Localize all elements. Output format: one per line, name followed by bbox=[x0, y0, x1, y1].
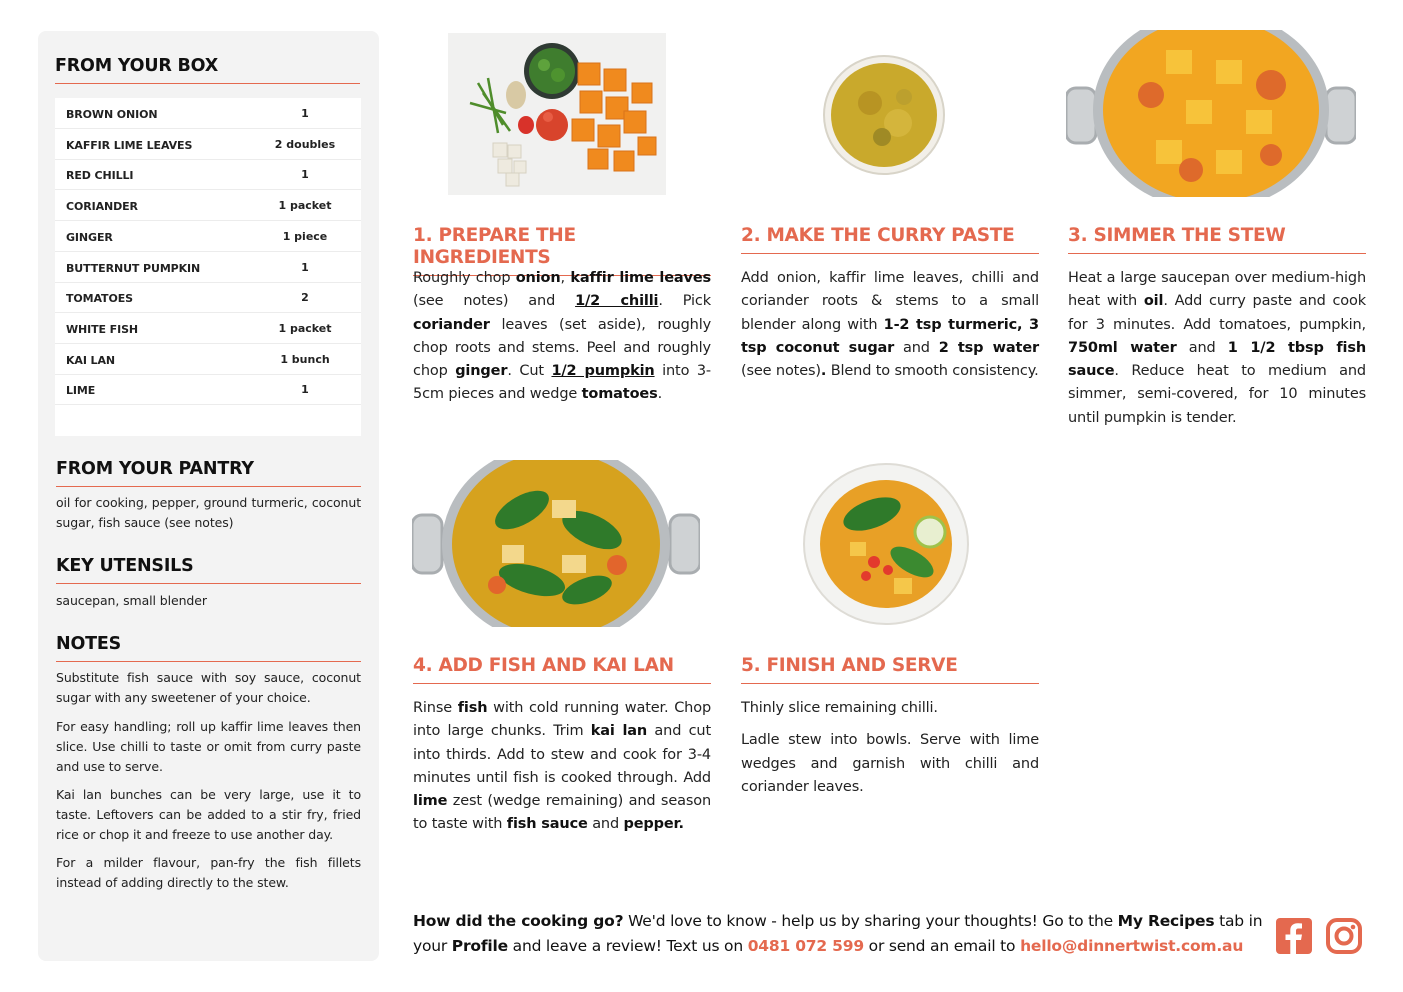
text-run: Roughly chop bbox=[413, 270, 516, 286]
step-4-title: 4. ADD FISH AND KAI LAN bbox=[413, 655, 711, 684]
ingredient-name: KAI LAN bbox=[66, 353, 115, 367]
text-run: Add onion, kaffir lime leaves, chilli and coriander roots & stems to a small blender along with bbox=[741, 270, 1039, 333]
step-2-title: 2. MAKE THE CURRY PASTE bbox=[741, 225, 1039, 254]
ingredient-row bbox=[55, 313, 361, 344]
from-your-pantry-heading: FROM YOUR PANTRY bbox=[56, 459, 361, 487]
text-run[interactable]: 0481 072 599 bbox=[747, 937, 864, 955]
fish-kailan-pot-photo bbox=[412, 460, 700, 627]
text-run: coriander bbox=[413, 316, 490, 333]
text-run[interactable]: hello@dinnertwist.com.au bbox=[1020, 937, 1244, 955]
ingredients-photo bbox=[448, 33, 666, 195]
text-run: How did the cooking go? bbox=[413, 912, 624, 930]
text-run: Ladle stew into bowls. Serve with lime wedges and garnish with chilli and coriander leaves. bbox=[741, 732, 1039, 795]
text-run: and leave a review! Text us on bbox=[507, 937, 748, 955]
text-run: and cut into thirds. Add to stew and cook for 3-4 minutes until fish is cooked through. Add bbox=[413, 723, 711, 786]
ingredient-qty: 1 bbox=[301, 260, 309, 274]
sidebar bbox=[38, 31, 379, 961]
ingredient-qty: 1 bbox=[301, 107, 309, 120]
step-1-title: 1. PREPARE THE INGREDIENTS bbox=[413, 225, 711, 276]
instagram-icon[interactable] bbox=[1326, 918, 1362, 954]
text-run: leaves (set aside), roughly chop roots and stems. Peel and roughly chop bbox=[413, 316, 711, 380]
text-run: . Pick bbox=[658, 293, 711, 310]
text-run: 1/2 chilli bbox=[575, 293, 659, 310]
step-1-text bbox=[413, 267, 711, 407]
ingredient-name: LIME bbox=[66, 384, 96, 398]
note-2: For easy handling; roll up kaffir lime leaves then slice. Use chilli to taste or omit from curry paste and use to serve. bbox=[56, 719, 361, 774]
text-run: 750ml water bbox=[1068, 339, 1177, 356]
text-run: into 3-5cm pieces and wedge bbox=[413, 363, 711, 403]
text-run: lime bbox=[413, 793, 448, 810]
text-run: 1 1/2 tbsp fish sauce bbox=[1068, 339, 1367, 380]
text-run: Heat a large saucepan over medium-high heat with bbox=[1068, 270, 1366, 310]
text-run: Profile bbox=[451, 937, 508, 955]
text-run: or send an email to bbox=[863, 937, 1021, 955]
text-run: , bbox=[560, 270, 571, 286]
step-2-text bbox=[741, 267, 1039, 383]
text-run: with cold running water. Chop into large chunks. Trim bbox=[413, 700, 711, 740]
serving-bowl-photo bbox=[802, 462, 970, 626]
ingredient-name: CORIANDER bbox=[66, 200, 138, 214]
utensils-text: saucepan, small blender bbox=[56, 593, 207, 608]
text-run: tomatoes bbox=[581, 386, 658, 403]
note-1: Substitute fish sauce with soy sauce, coconut sugar with any sweetener of your choice. bbox=[56, 670, 361, 705]
ingredient-name: KAFFIR LIME LEAVES bbox=[66, 138, 193, 152]
text-run: kai lan bbox=[590, 723, 648, 740]
facebook-icon[interactable] bbox=[1276, 918, 1312, 954]
text-run: We'd love to know - help us by sharing your thoughts! Go to the bbox=[623, 912, 1118, 930]
text-run: . Reduce heat to medium and simmer, semi-covered, for 10 minutes until pumpkin is tender. bbox=[1068, 363, 1366, 426]
note-3: Kai lan bunches can be very large, use it to taste. Leftovers can be added to a stir fry, fried rice or chop it and freeze to use another day. bbox=[56, 787, 361, 842]
ingredient-row bbox=[55, 252, 361, 283]
text-run: (see notes) and bbox=[413, 293, 576, 310]
ingredient-qty: 1 bbox=[301, 168, 309, 182]
text-run: and bbox=[587, 816, 624, 833]
step-5-text bbox=[741, 697, 1039, 799]
text-run: pepper. bbox=[623, 816, 684, 833]
step-4-text bbox=[413, 697, 711, 837]
ingredient-name: BUTTERNUT PUMPKIN bbox=[66, 261, 201, 275]
ingredient-name: BROWN ONION bbox=[66, 108, 158, 121]
text-run: . Add curry paste and cook for 3 minutes. Add tomatoes, pumpkin, bbox=[1068, 293, 1366, 333]
ingredient-row bbox=[55, 344, 361, 375]
text-run: ginger bbox=[455, 363, 508, 380]
text-run: kaffir lime leaves bbox=[570, 270, 712, 286]
ingredient-qty: 2 bbox=[301, 291, 309, 305]
text-run: and bbox=[1176, 339, 1228, 356]
text-run: 1/2 pumpkin bbox=[551, 363, 655, 380]
ingredient-row bbox=[55, 159, 361, 190]
text-run: (see notes) bbox=[741, 363, 821, 380]
text-run: . bbox=[657, 386, 663, 403]
text-run: onion bbox=[515, 270, 561, 286]
text-run: oil bbox=[1143, 293, 1164, 310]
ingredient-name: GINGER bbox=[66, 230, 113, 244]
ingredient-qty: 1 bunch bbox=[280, 352, 330, 366]
text-run: My Recipes bbox=[1117, 912, 1215, 930]
text-run: Rinse bbox=[413, 700, 458, 716]
ingredient-row bbox=[55, 190, 361, 221]
ingredient-qty: 1 packet bbox=[278, 199, 332, 213]
text-run: . Cut bbox=[507, 363, 552, 380]
feedback-footer bbox=[413, 909, 1263, 959]
ingredient-row bbox=[55, 374, 361, 405]
step-3-text bbox=[1068, 267, 1366, 430]
text-run: and bbox=[894, 339, 939, 356]
text-run: Blend to smooth consistency. bbox=[826, 363, 1039, 380]
stew-pot-photo bbox=[1066, 30, 1356, 197]
step-5-title: 5. FINISH AND SERVE bbox=[741, 655, 1039, 684]
ingredient-row bbox=[55, 129, 361, 160]
notes-heading: NOTES bbox=[56, 634, 361, 662]
ingredient-row bbox=[55, 282, 361, 313]
key-utensils-heading: KEY UTENSILS bbox=[56, 556, 361, 584]
text-run: zest (wedge remaining) and season to taste with bbox=[413, 793, 711, 833]
ingredient-qty: 1 packet bbox=[278, 321, 332, 335]
from-your-box-heading: FROM YOUR BOX bbox=[55, 56, 360, 84]
ingredient-qty: 1 piece bbox=[282, 229, 328, 243]
ingredient-name: RED CHILLI bbox=[66, 169, 134, 183]
ingredient-row bbox=[55, 221, 361, 252]
note-4: For a milder flavour, pan-fry the fish fillets instead of adding directly to the stew. bbox=[56, 855, 361, 890]
step-3-title: 3. SIMMER THE STEW bbox=[1068, 225, 1366, 254]
ingredient-qty: 1 bbox=[301, 383, 309, 397]
text-run: fish sauce bbox=[506, 816, 588, 833]
ingredient-row bbox=[55, 98, 361, 129]
ingredient-name: TOMATOES bbox=[66, 292, 133, 306]
pantry-text: oil for cooking, pepper, ground turmeric, coconut sugar, fish sauce (see notes) bbox=[56, 495, 361, 530]
text-run: 1-2 tsp turmeric, 3 tsp coconut sugar bbox=[741, 316, 1039, 356]
text-run: fish bbox=[457, 700, 488, 716]
ingredient-qty: 2 doubles bbox=[274, 137, 336, 151]
ingredients-table bbox=[55, 98, 361, 436]
text-run: tab in your bbox=[413, 912, 1263, 955]
text-run: . bbox=[820, 363, 827, 380]
ingredient-name: WHITE FISH bbox=[66, 322, 139, 336]
text-run: Thinly slice remaining chilli. bbox=[741, 700, 938, 716]
curry-paste-photo bbox=[822, 53, 947, 176]
text-run: 2 tsp water bbox=[938, 339, 1040, 356]
